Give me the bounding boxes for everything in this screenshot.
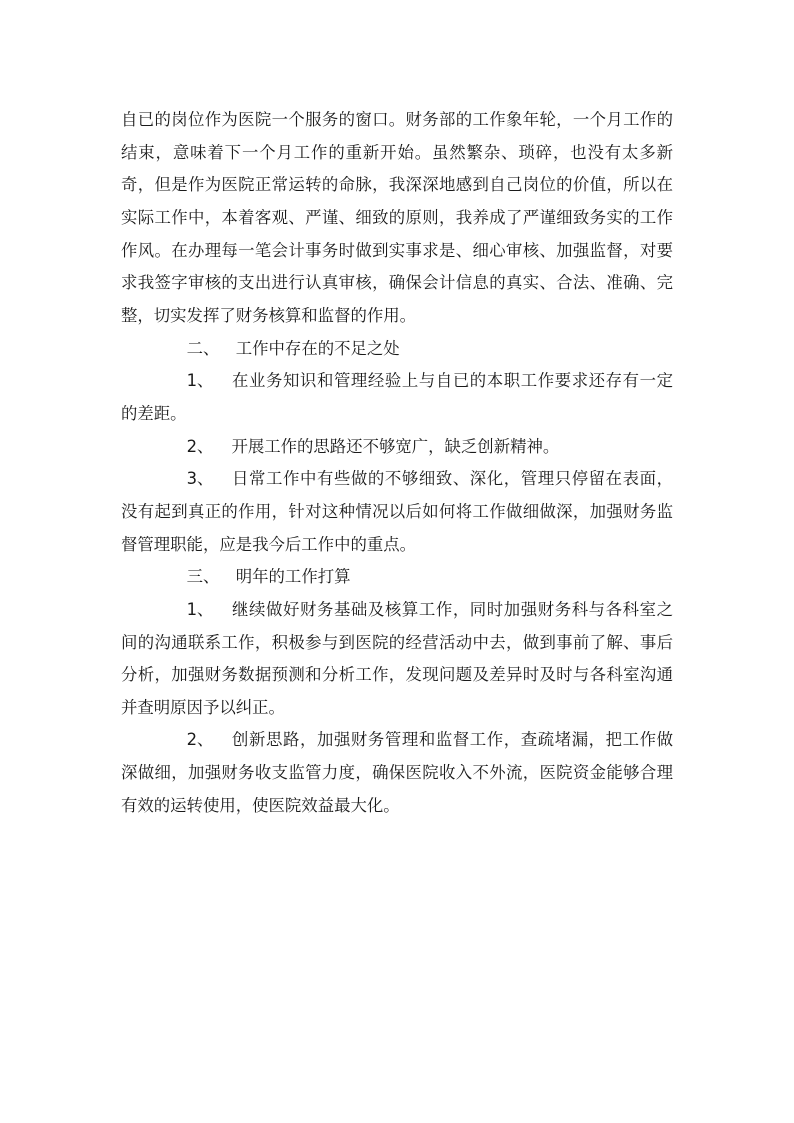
item-number: 2、 [186, 436, 214, 456]
section-three-item-2 [121, 724, 673, 822]
section-three-title: 明年的工作打算 [235, 567, 351, 587]
intro-paragraph: 自已的岗位作为医院一个服务的窗口。财务部的工作象年轮，一个月工作的结束，意味着下一个月工作的重新开始。虽然繁杂、琐碎，也没有太多新奇，但是作为医院正常运转的命脉，我深深地感到自己岗位的价值，所以在实际工作中，本着客观、严谨、细致的原则，我养成了严谨细致务实的工作作风。在办理每一笔会计事务时做到实事求是、细心审核、加强监督，对要求我签字审核的支出进行认真审核，确保会计信息的真实、合法、准确、完整，切实发挥了财务核算和监督的作用。 [121, 110, 673, 325]
section-two-title: 工作中存在的不足之处 [235, 338, 400, 358]
item-text: 日常工作中有些做的不够细致、深化，管理只停留在表面，没有起到真正的作用，针对这种情况以后如何将工作做细做深，加强财务监督管理职能，应是我今后工作中的重点。 [121, 469, 673, 554]
item-number: 3、 [186, 469, 214, 489]
section-three-number: 三、 [186, 567, 220, 587]
item-number: 1、 [186, 371, 214, 391]
item-text: 继续做好财务基础及核算工作，同时加强财务科与各科室之间的沟通联系工作，积极参与到医院的经营活动中去，做到事前了解、事后分析，加强财务数据预测和分析工作，发现问题及差异时及时与各科室沟通并查明原因予以纠正。 [121, 599, 673, 717]
document-body [121, 104, 673, 822]
section-two-item-1 [121, 365, 673, 430]
item-text: 在业务知识和管理经验上与自已的本职工作要求还存有一定的差距。 [121, 371, 673, 423]
section-two-number: 二、 [186, 338, 220, 358]
section-two-heading [121, 333, 673, 366]
section-two-item-2 [121, 431, 673, 464]
item-text: 开展工作的思路还不够宽广，缺乏创新精神。 [231, 436, 560, 456]
item-number: 2、 [186, 730, 214, 750]
item-number: 1、 [186, 599, 214, 619]
section-two-item-3 [121, 463, 673, 561]
item-text: 创新思路，加强财务管理和监督工作，查疏堵漏，把工作做深做细，加强财务收支监管力度，确保医院收入不外流，医院资金能够合理有效的运转使用，使医院效益最大化。 [121, 730, 673, 815]
section-three-item-1 [121, 594, 673, 725]
section-three-heading [121, 561, 673, 594]
